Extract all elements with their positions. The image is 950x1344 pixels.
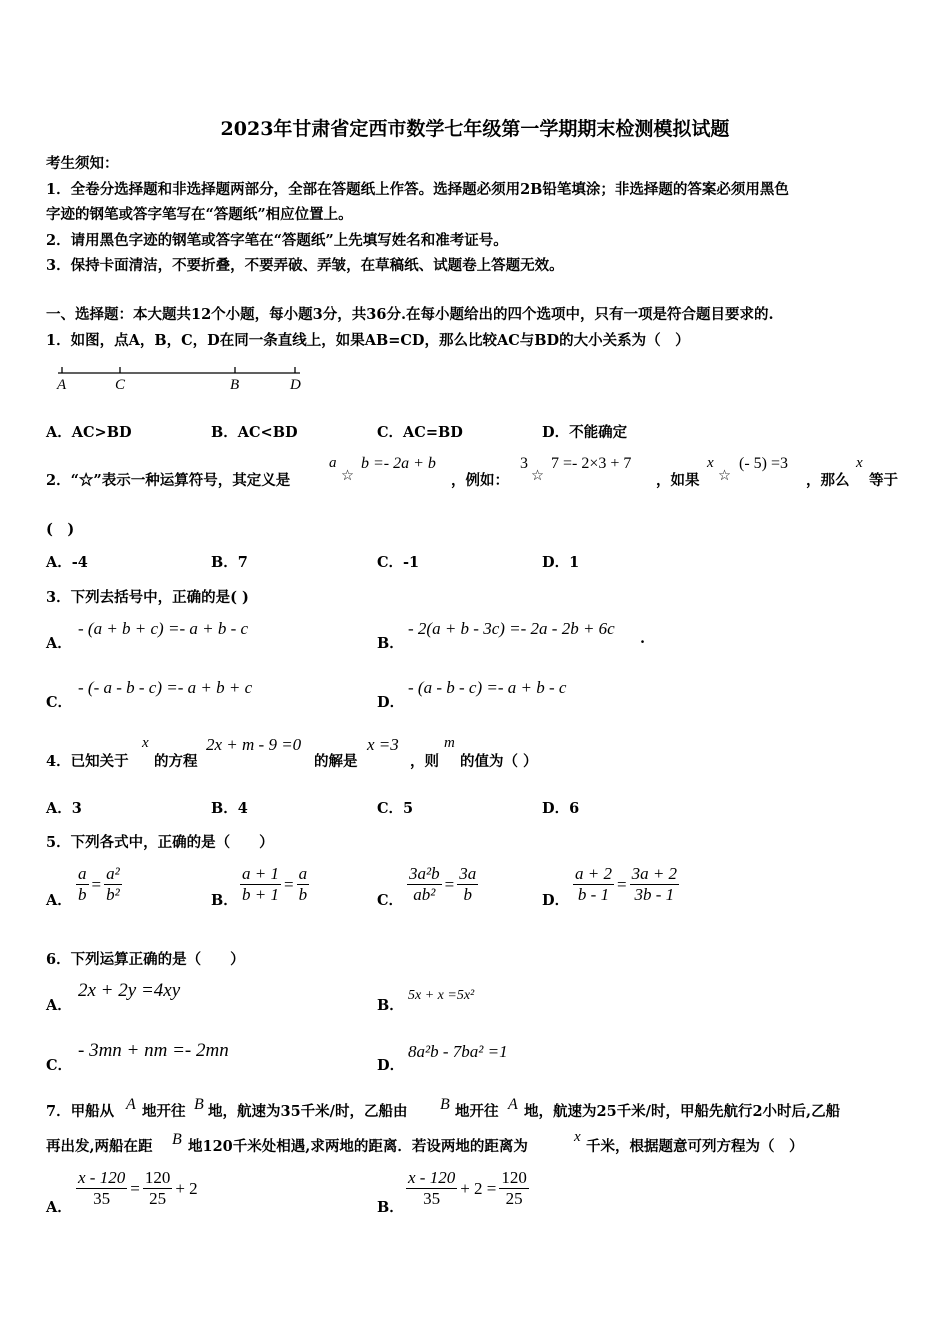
q5-d-right-den: 3b - 1 xyxy=(634,885,675,904)
q5-c-right-num: 3a xyxy=(459,864,477,883)
q7-l1-text-2: 地开往 xyxy=(142,1103,186,1120)
q6-expr-d[interactable]: 8a²b - 7ba² =1 xyxy=(408,1042,508,1061)
q2-stem xyxy=(46,455,906,495)
q7-l1-text-5: 地，航速为25千米/时，甲船先航行2小时后,乙船 xyxy=(524,1103,841,1120)
q1-point-d: D xyxy=(290,377,301,393)
q2-text-1: 2．“☆”表示一种运算符号，其定义是 xyxy=(46,472,291,489)
q7-l2-b3: B xyxy=(172,1131,182,1148)
q4-option-b[interactable]: B．4 xyxy=(211,800,248,817)
q3-stem: 3．下列去括号中，正确的是( ) xyxy=(46,589,249,606)
q3-label-c: C． xyxy=(46,694,73,711)
q4-x: x xyxy=(142,735,149,751)
q2-def-a: a xyxy=(329,455,337,471)
q2-text-4: ，那么 xyxy=(806,472,850,489)
q5-c-left-den: ab² xyxy=(413,885,436,904)
q2-star-1: ☆ xyxy=(341,468,354,484)
q5-label-d: D． xyxy=(542,892,570,909)
q1-line-svg xyxy=(50,358,320,398)
q2-ex-a: 3 xyxy=(520,455,528,472)
q5-a-right-num: a² xyxy=(106,864,120,883)
q7-label-b: B． xyxy=(377,1199,404,1216)
q6-label-b: B． xyxy=(377,997,404,1014)
q6-expr-c[interactable]: - 3mn + nm =- 2mn xyxy=(78,1040,229,1061)
q4-stem xyxy=(46,735,646,775)
q7-b-frac-2-den: 25 xyxy=(505,1189,523,1208)
q7-b-mid: + 2 = xyxy=(460,1178,497,1198)
q2-text-2: ，例如： xyxy=(451,472,509,489)
q5-b-right-frac xyxy=(297,864,310,905)
q3-expr-d[interactable]: - (a - b - c) =- a + b - c xyxy=(408,678,567,697)
q7-option-a[interactable] xyxy=(76,1168,198,1209)
q4-solution: x =3 xyxy=(367,735,399,754)
q7-l1-text-1: 7．甲船从 xyxy=(46,1103,115,1120)
q7-label-a: A． xyxy=(46,1199,72,1216)
q1-option-a[interactable]: A．AC>BD xyxy=(46,424,132,441)
q4-text-4: ，则 xyxy=(410,753,439,770)
q2-def-b: b =- 2a + b xyxy=(361,455,436,472)
q5-c-right-frac xyxy=(457,864,478,905)
q5-b-left-frac xyxy=(240,864,281,905)
q3-expr-c[interactable]: - (- a - b - c) =- a + b + c xyxy=(78,678,253,697)
q7-l1-b2: B xyxy=(440,1096,450,1113)
q2-ex-b: 7 =- 2×3 + 7 xyxy=(551,455,632,472)
notice-item-1-line-2: 字迹的钢笔或答字笔写在“答题纸”相应位置上。 xyxy=(46,206,353,223)
q7-l1-a2: A xyxy=(508,1096,518,1113)
q1-stem: 1．如图，点A，B，C，D在同一条直线上，如果AB=CD，那么比较AC与BD的大小关系为（ ） xyxy=(46,332,690,349)
q7-l2-text-1: 再出发,两船在距 xyxy=(46,1138,153,1155)
notice-item-3: 3．保持卡面清洁，不要折叠，不要弄破、弄皱，在草稿纸、试题卷上答题无效。 xyxy=(46,257,564,274)
q2-text-5: 等于 xyxy=(869,472,898,489)
q6-expr-b[interactable]: 5x + x =5x² xyxy=(408,988,475,1003)
q1-option-c[interactable]: C．AC=BD xyxy=(377,424,463,441)
q5-a-left-frac xyxy=(76,864,89,905)
q5-option-c[interactable] xyxy=(407,864,478,905)
q7-l1-a1: A xyxy=(126,1096,136,1113)
q5-label-c: C． xyxy=(377,892,404,909)
q7-b-frac-1-num: x - 120 xyxy=(408,1168,456,1187)
q7-b-frac-1-den: 35 xyxy=(423,1189,441,1208)
q3-expr-a[interactable]: - (a + b + c) =- a + b - c xyxy=(78,619,249,638)
q5-option-b[interactable] xyxy=(240,864,309,905)
q5-c-right-den: b xyxy=(463,885,472,904)
q7-option-b[interactable] xyxy=(406,1168,529,1209)
q7-a-frac-2 xyxy=(143,1168,173,1209)
q3-label-d: D． xyxy=(377,694,405,711)
q3-b-dot: . xyxy=(640,630,646,647)
q5-b-left-den: b + 1 xyxy=(242,885,279,904)
q4-text-1: 4．已知关于 xyxy=(46,753,129,770)
q5-d-left-den: b - 1 xyxy=(577,885,610,904)
q6-stem: 6．下列运算正确的是（ ） xyxy=(46,951,245,968)
q7-line-1 xyxy=(46,1093,916,1123)
q7-a-eq: = xyxy=(130,1178,140,1198)
q5-d-right-frac xyxy=(630,864,679,905)
q2-option-b[interactable]: B．7 xyxy=(211,554,248,571)
q5-a-right-den: b² xyxy=(106,885,120,904)
q6-label-d: D． xyxy=(377,1057,405,1074)
q4-text-5: 的值为（ ） xyxy=(460,753,538,770)
q6-label-a: A． xyxy=(46,997,72,1014)
q7-b-frac-1 xyxy=(406,1168,457,1209)
q1-line-figure xyxy=(50,358,320,398)
q2-then-x: x xyxy=(856,455,863,471)
q7-b-frac-2-num: 120 xyxy=(501,1168,527,1187)
q6-expr-a[interactable]: 2x + 2y =4xy xyxy=(78,980,181,1001)
q5-d-left-frac xyxy=(573,864,614,905)
q6-label-c: C． xyxy=(46,1057,73,1074)
q3-label-a: A． xyxy=(46,635,72,652)
q1-option-d[interactable]: D．不能确定 xyxy=(542,424,628,441)
q4-m: m xyxy=(444,735,455,751)
q5-d-right-num: 3a + 2 xyxy=(631,864,678,883)
q2-paren: ( ) xyxy=(46,521,75,538)
q7-l2-x: x xyxy=(574,1129,581,1145)
q7-l2-text-2: 地120千米处相遇,求两地的距离．若设两地的距离为 xyxy=(188,1138,528,1155)
q5-a-right-frac xyxy=(104,864,122,905)
q2-if-x: x xyxy=(707,455,714,471)
q5-b-left-num: a + 1 xyxy=(242,864,279,883)
q7-a-frac-2-num: 120 xyxy=(144,1168,171,1187)
q5-b-right-den: b xyxy=(298,885,308,904)
page-title: 2023年甘肃省定西市数学七年级第一学期期末检测模拟试题 xyxy=(220,118,730,140)
q2-option-a[interactable]: A．-4 xyxy=(46,554,88,571)
q2-star-3: ☆ xyxy=(718,468,731,484)
q2-if-rhs: (- 5) =3 xyxy=(739,455,789,472)
q7-l1-b1: B xyxy=(194,1096,204,1113)
q5-stem: 5．下列各式中，正确的是（ ） xyxy=(46,834,274,851)
q7-line-2 xyxy=(46,1128,846,1158)
q1-point-c: C xyxy=(115,377,126,393)
q3-expr-b[interactable]: - 2(a + b - 3c) =- 2a - 2b + 6c xyxy=(408,619,615,638)
section-heading: 一、选择题：本大题共12个小题，每小题3分，共36分.在每小题给出的四个选项中，只有一项是符合题目要求的. xyxy=(46,306,774,323)
q5-a-left-num: a xyxy=(78,864,87,883)
q2-text-3: ，如果 xyxy=(656,472,700,489)
q2-option-d[interactable]: D．1 xyxy=(542,554,580,571)
q4-text-2: 的方程 xyxy=(154,753,198,770)
q5-option-d[interactable] xyxy=(573,864,679,905)
q7-b-frac-2 xyxy=(499,1168,529,1209)
q4-option-a[interactable]: A．3 xyxy=(46,800,82,817)
q1-point-b: B xyxy=(230,377,240,393)
q4-option-d[interactable]: D．6 xyxy=(542,800,580,817)
q7-l1-text-4: 地开往 xyxy=(455,1103,499,1120)
notice-item-1-line-1: 1．全卷分选择题和非选择题两部分，全部在答题纸上作答。选择题必须用2B铅笔填涂；非选择题的答案必须用黑色 xyxy=(46,181,789,198)
q5-label-a: A． xyxy=(46,892,72,909)
q5-b-right-num: a xyxy=(298,864,308,883)
q4-text-3: 的解是 xyxy=(314,753,358,770)
q5-d-eq: = xyxy=(616,874,627,894)
q7-a-frac-2-den: 25 xyxy=(149,1189,167,1208)
q2-option-c[interactable]: C．-1 xyxy=(377,554,420,571)
q5-c-eq: = xyxy=(444,874,455,894)
q4-equation: 2x + m - 9 =0 xyxy=(206,735,302,754)
q5-c-left-frac xyxy=(407,864,442,905)
q3-label-b: B． xyxy=(377,635,404,652)
q7-a-frac-1-num: x - 120 xyxy=(78,1168,126,1187)
q1-option-b[interactable]: B．AC<BD xyxy=(211,424,298,441)
q5-label-b: B． xyxy=(211,892,238,909)
q5-a-eq: = xyxy=(91,874,102,894)
q7-a-frac-1-den: 35 xyxy=(93,1189,111,1208)
q4-option-c[interactable]: C．5 xyxy=(377,800,414,817)
q5-d-left-num: a + 2 xyxy=(575,864,612,883)
q7-l1-text-3: 地，航速为35千米/时，乙船由 xyxy=(208,1103,408,1120)
q1-point-a: A xyxy=(57,377,67,393)
q5-b-eq: = xyxy=(283,874,294,894)
q2-star-2: ☆ xyxy=(531,468,544,484)
q5-a-left-den: b xyxy=(78,885,87,904)
notice-item-2: 2．请用黑色字迹的钢笔或答字笔在“答题纸”上先填写姓名和准考证号。 xyxy=(46,232,508,249)
q7-a-tail: + 2 xyxy=(175,1178,198,1198)
q7-l2-text-3: 千米，根据题意可列方程为（ ） xyxy=(586,1138,804,1155)
q5-c-left-num: 3a²b xyxy=(409,864,440,883)
q5-option-a[interactable] xyxy=(76,864,122,905)
q7-a-frac-1 xyxy=(76,1168,127,1209)
notice-heading: 考生须知： xyxy=(46,155,119,172)
